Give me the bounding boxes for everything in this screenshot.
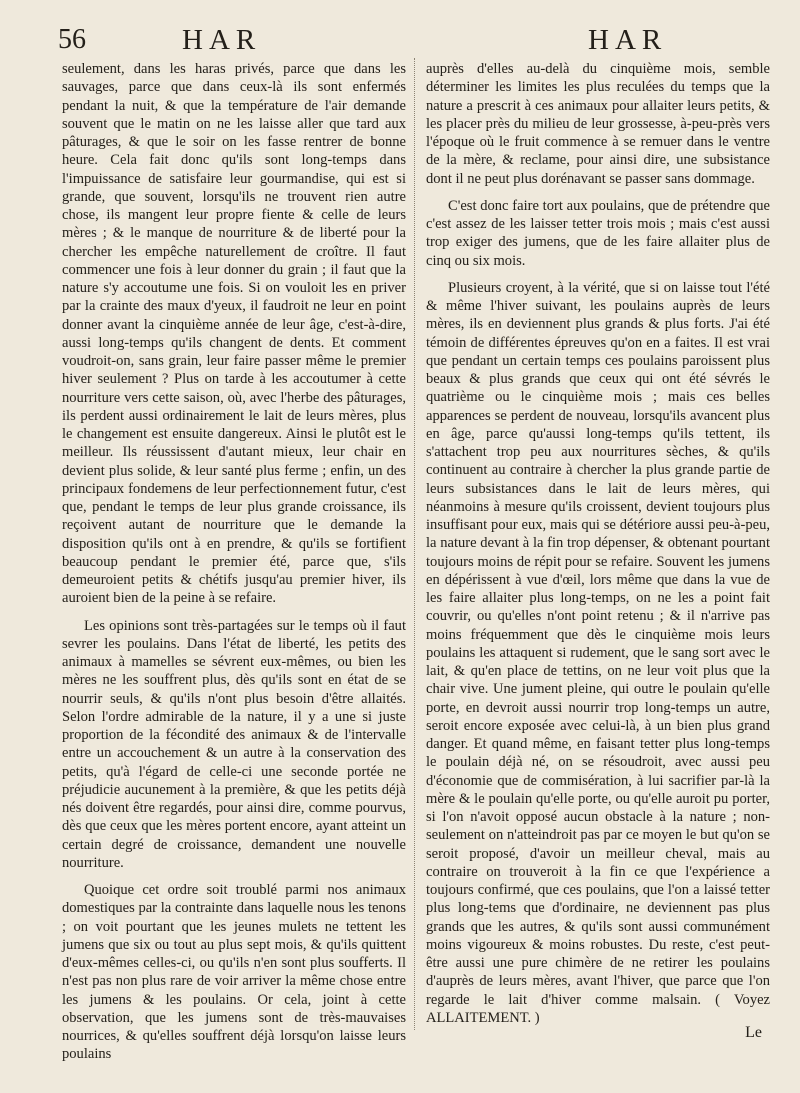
paragraph: Quoique cet ordre soit troublé parmi nos animaux domestiques par la contrainte dans laquelle nous les tenons ; on voit pourtant que les jeunes mulets ne tettent les jumens que six ou tout au plus sept mois, & qu'ils quittent d'eux-mêmes celles-ci, ou qu'ils n'en sont plus soufferts. Il n'est pas non plus rare de voir arriver la même chose entre les jumens & les poulains. Or cela, joint à cette observation, que les jumens sont de très-mauvaises nourrices, & qu'elles souffrent déjà lorsqu'on laisse leurs poulains bbox=[62, 882, 406, 1063]
page-header bbox=[0, 18, 800, 58]
right-column bbox=[426, 60, 770, 1036]
left-column bbox=[62, 60, 406, 1073]
page-number: 56 bbox=[58, 24, 86, 55]
catchword: Le bbox=[745, 1024, 762, 1041]
paragraph: Les opinions sont très-partagées sur le temps où il faut sevrer les poulains. Dans l'état de liberté, les petits des animaux à mamelles se sévrent eux-mêmes, ou bien les mères ne les souffrent plus, dès qu'ils sont en état de se nourrir seuls, & qu'ils n'ont plus besoin d'être allaités. Selon l'ordre admirable de la nature, il y a une si juste proportion de la fécondité des animaux & de l'intervalle entre un accouchement & un autre à la conservation des petits, qu'à l'égard de celle-ci une seconde portée ne préjudicie aucunement à la première, & que les petits déjà nés doivent être regardés, pour ainsi dire, comme pourvus, dès que ceux que les mères portent encore, ayant atteint un certain degré de croissance, demandent une nouvelle nourriture. bbox=[62, 617, 406, 871]
running-head-left: HAR bbox=[182, 24, 262, 56]
paragraph: auprès d'elles au-delà du cinquième mois, semble déterminer les limites les plus reculées du temps que la nature a prescrit à ces animaux pour allaiter leurs petits, & les placer près du milieu de leur grossesse, à-peu-près vers l'époque où le fruit commence à se remuer dans le ventre de la mère, & reclame, pour ainsi dire, une subsistance dont il ne peut plus dorénavant se passer sans dommage. bbox=[426, 61, 770, 187]
paragraph: seulement, dans les haras privés, parce que dans les sauvages, parce que dans ceux-là ils sont enfermés pendant la nuit, & que la température de l'air demande souvent que le matin on ne les laisse aller que tard aux pâturages, & que le soir on les fasse rentrer de bonne heure. Cela fait donc qu'ils sont long-temps dans l'impuissance de satisfaire leur gourmandise, qui est si grande, que souvent, lorsqu'ils ne trouvent rien autre chose, ils mangent leur propre fiente & celle de leurs mères ; & le manque de nourriture & de liberté pour la chercher les empêche naturellement de croître. Il faut commencer une fois à leur donner du grain ; il faut que la nature s'y accoutume une fois. Si on vouloit les en priver par la crainte des maux d'yeux, il faudroit ne leur en point donner avant la cinquième année de leur âge, c'est-à-dire, aussi long-temps qu'ils changent de dents. Et comment voudroit-on, sans grain, leur faire passer même le premier hiver seulement ? Plus on tarde à les accoutumer à cette nourriture vers cette saison, où, avec l'herbe des pâturages, ils perdent aussi ordinairement le lait de leurs mères, plus le changement est ensuite dangereux. Ainsi le plutôt est le meilleur. Ils réussissent d'autant mieux, leur chair en devient plus solide, & leur santé plus ferme ; enfin, un des principaux fondemens de leur perfectionnement futur, c'est que, pendant le temps de leur plus grande croissance, ils reçoivent autant de nourriture que le demande la disposition qu'ils ont à en prendre, & qu'ils se fortifient beaucoup pendant le premier été, parce que, s'ils demeuroient petits & chétifs jusqu'au premier hiver, ils auroient bien de la peine à se refaire. bbox=[62, 61, 406, 607]
paragraph: Plusieurs croyent, à la vérité, que si on laisse tout l'été & même l'hiver suivant, les poulains auprès de leurs mères, ils en deviennent plus grands & plus forts. J'ai été témoin de différentes épreuves qu'on en a faites. Il est vrai que pendant un certain temps ces poulains paroissent plus beaux & plus grands que ceux qui ont été sévrés le quatrième ou le cinquième mois ; mais ces belles apparences se perdent de nouveau, lorsqu'ils avancent plus en âge, parce qu'aussi long-temps qu'ils tettent, ils s'attachent trop peu aux nourritures sèches, & qu'ils continuent au contraire à chercher la plus grande partie de leurs subsistances dans le lait de leurs mères, qui néanmoins à mesure qu'ils croissent, devient toujours plus insuffisant pour eux, mais qui se détériore aussi peu-à-peu, la nature devant à la fin trop dépenser, & obtenant pourtant toujours moins de répit pour se refaire. Souvent les jumens en dépérissent à vue d'œil, lors même que dans la vue de les faire allaiter plus long-temps, on ne les a point fait couvrir, ou qu'elles n'ont point retenu ; & il n'arrive pas moins fréquemment que dès le cinquième mois leurs poulains les attaquent si rudement, que le sang sort avec le lait, & qu'en place de tettins, on ne leur voit plus que la chair vive. Une jument pleine, qui outre le poulain qu'elle porte, en devroit aussi nourrir trop long-temps un autre, seroit encore exposée avec celui-là, à un bien plus grand danger. Et quand même, en faisant tetter plus long-temps le poulain déjà né, on se résoudroit, avec aussi peu d'économie que de commisération, à lui sacrifier par-là la mère & le poulain qu'elle porte, ou qu'elle auroit pu porter, si l'on n'avoit opposé aucun obstacle à la nature ; non-seulement on n'atteindroit pas par ce moyen le but qu'on se seroit proposé, d'avoir un meilleur cheval, mais au contraire on trouveroit à la fin ce que l'expérience a toujours confirmé, que ces poulains, que l'on a laissé tetter plus long-tems que d'ordinaire, ne deviennent pas plus grands que les autres, & qu'ils sont aussi communément moins vigoureux & moins robustes. Du reste, c'est peut-être aussi une pure chimère de ne retirer les poulains d'auprès de leurs mères, avant l'hiver, que parce que l'on regarde le lait d'hiver comme malsain. ( Voyez ALLAITEMENT. ) bbox=[426, 279, 770, 1026]
column-divider bbox=[414, 58, 415, 1030]
running-head-right: HAR bbox=[588, 24, 668, 56]
paragraph: C'est donc faire tort aux poulains, que de prétendre que c'est assez de les laisser tetter trois mois ; mais c'est aussi trop exiger des jumens, que de les faire allaiter plus de cinq ou six mois. bbox=[426, 197, 770, 269]
